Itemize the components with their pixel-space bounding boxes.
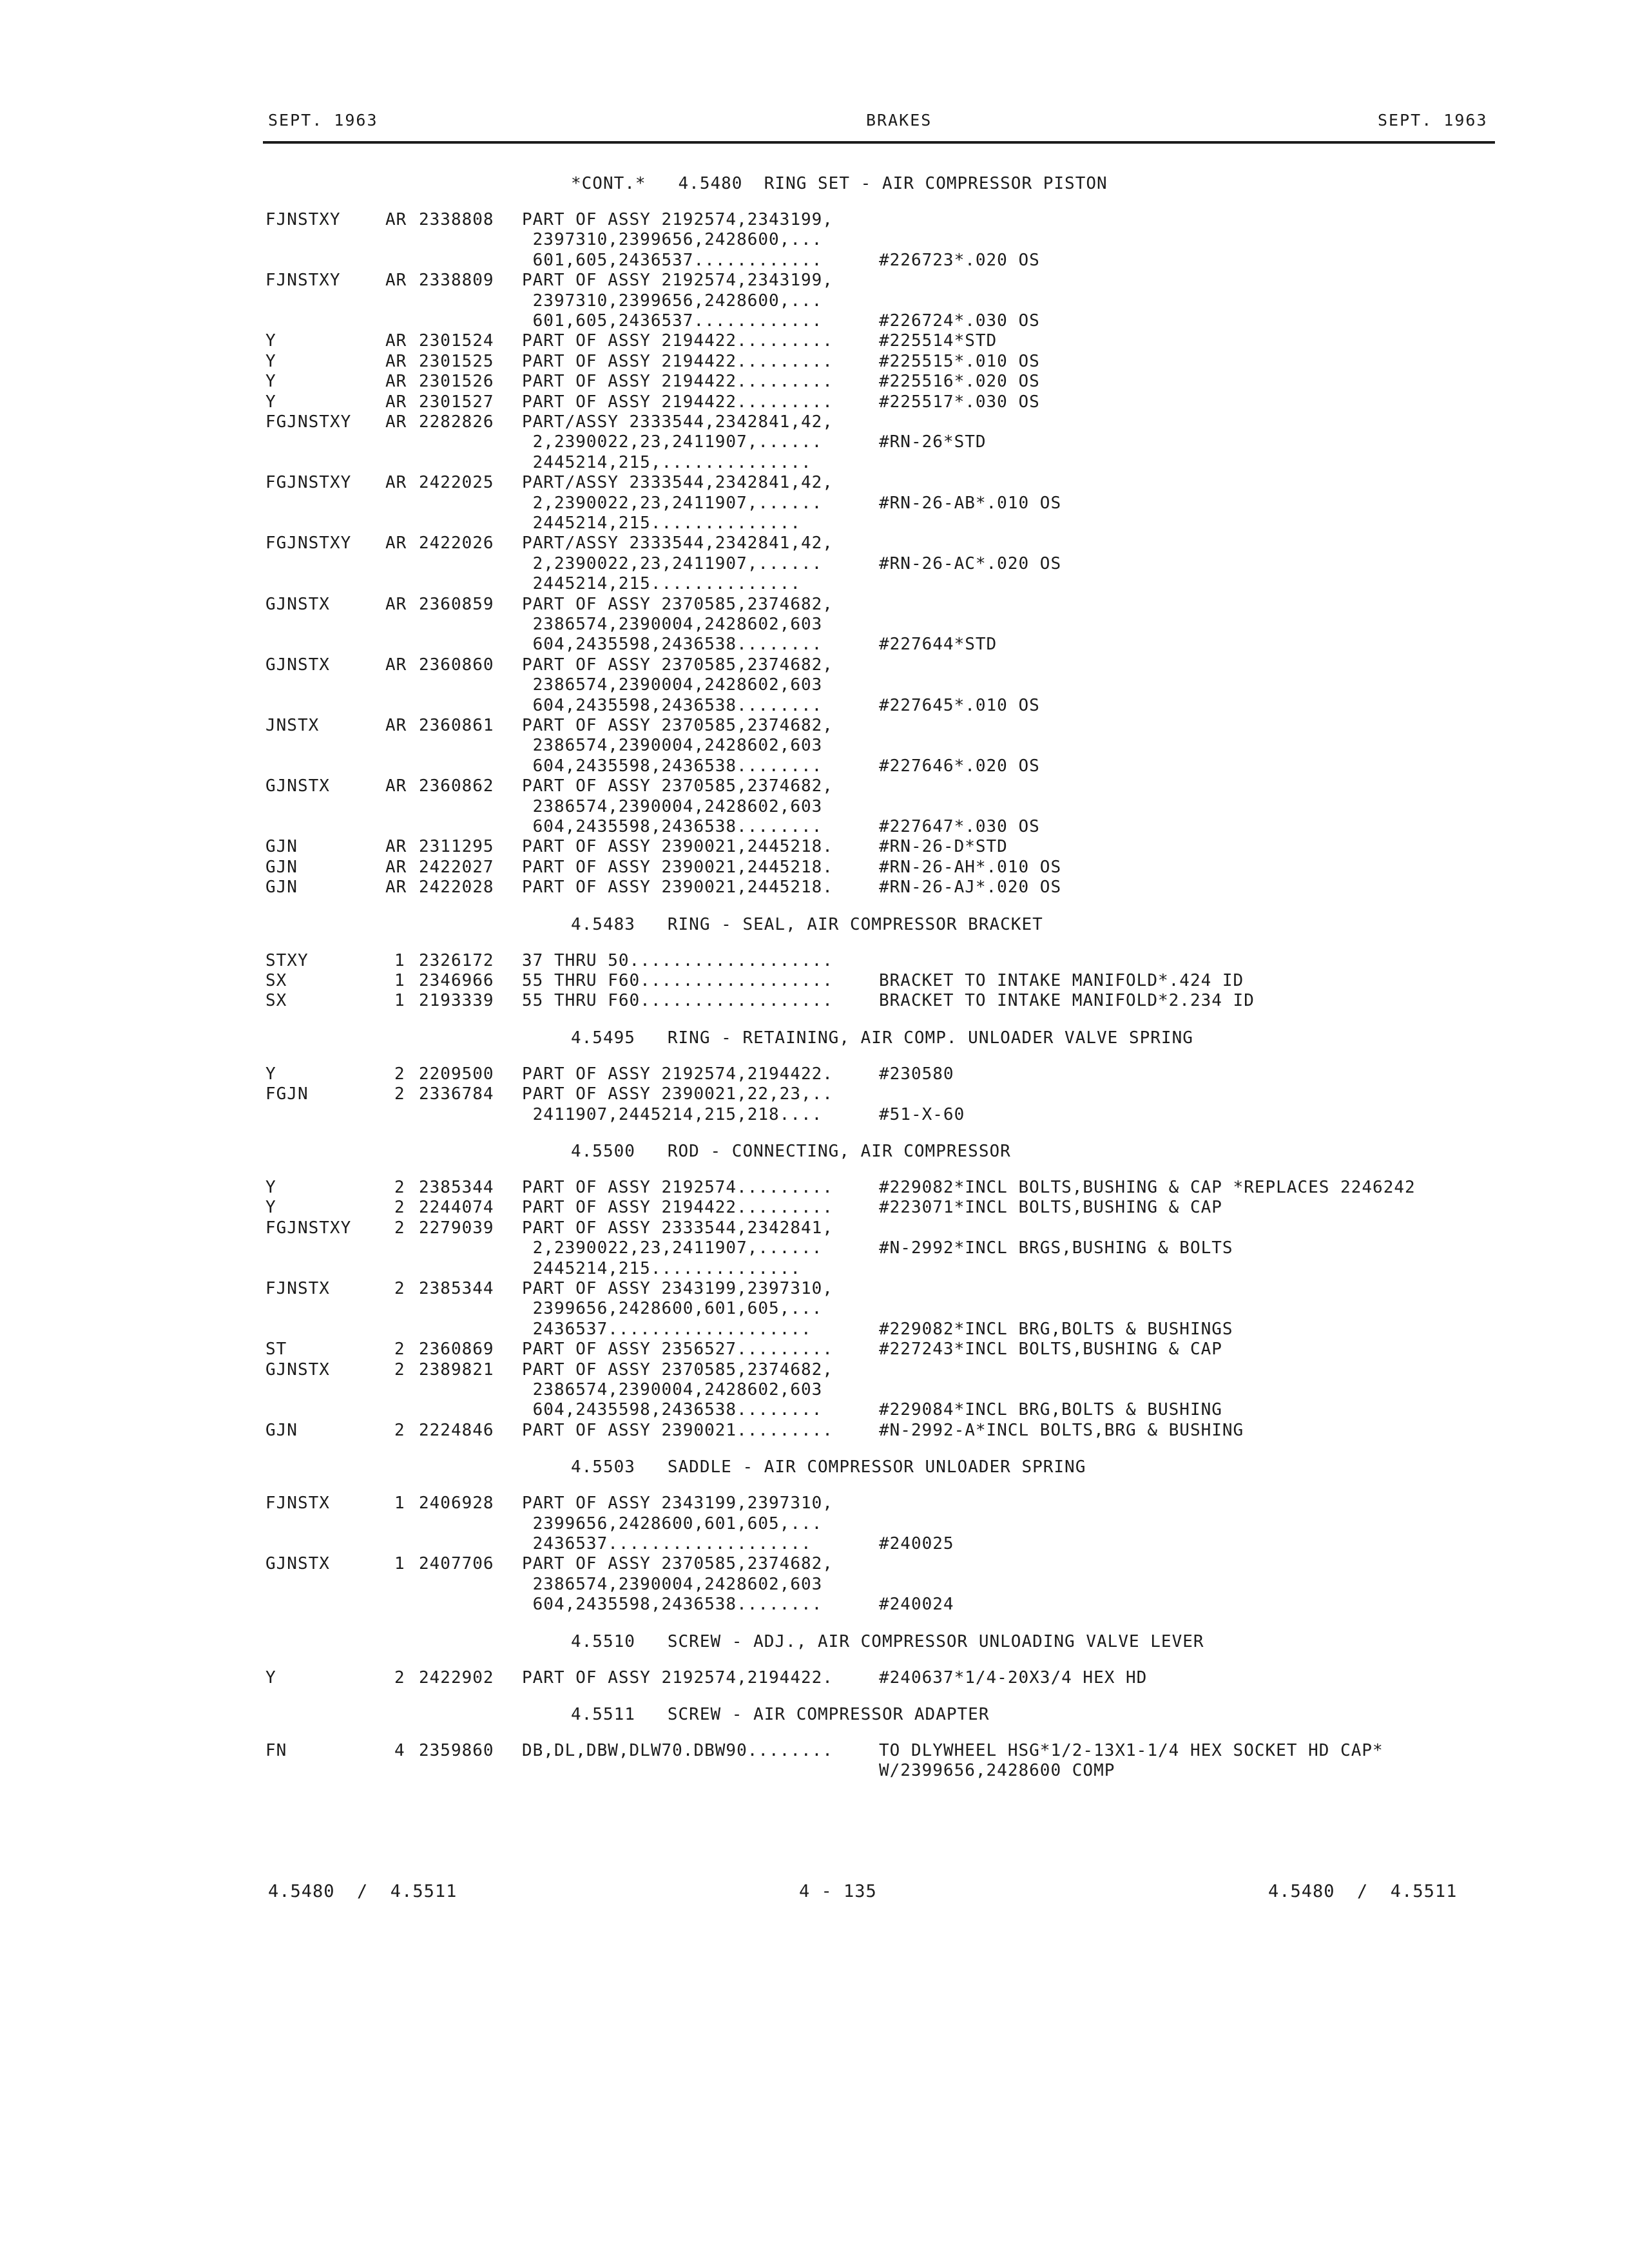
entry-models: FGJNSTXY [265,1218,352,1238]
entry-part-number: 2279039 [419,1218,494,1238]
entry-description: 601,605,2436537............ [522,250,823,270]
entry-description: 2386574,2390004,2428602,603 [522,1380,823,1399]
entry-description: PART OF ASSY 2370585,2374682, [522,776,833,796]
header-rule [263,141,1495,144]
entry-models: FGJNSTXY [265,533,352,553]
entry-part-number: 2406928 [419,1494,494,1514]
entry-quantity: 2 [394,1064,405,1084]
entry-quantity: 1 [394,1554,405,1574]
entry-quantity: AR [385,533,407,553]
entry-models: GJNSTX [265,1360,330,1379]
entry-description: 55 THRU F60.................. [522,991,833,1011]
entry-part-number: 2360861 [419,716,494,735]
entry-description: 604,2435598,2436538........ [522,695,823,715]
entry-description: PART OF ASSY 2343199,2397310, [522,1494,833,1514]
entry-quantity: AR [385,392,407,412]
entry-remark: #N-2992-A*INCL BOLTS,BRG & BUSHING [879,1420,1244,1440]
entry-description: 2,2390022,23,2411907,...... [522,432,823,452]
entry-part-number: 2422027 [419,857,494,877]
entry-quantity: AR [385,776,407,796]
entry-models: FGJNSTXY [265,412,352,432]
entry-description: 2,2390022,23,2411907,...... [522,493,823,513]
entry-quantity: AR [385,331,407,351]
entry-description: 2445214,215.............. [522,1258,801,1278]
entry-part-number: 2301526 [419,372,494,392]
entry-models: FJNSTXY [265,210,341,229]
entry-remark: #229082*INCL BOLTS,BUSHING & CAP *REPLACES 2246242 [879,1178,1416,1197]
footer-range-left: 4.5480 / 4.5511 [268,1881,458,1901]
entry-description: 2386574,2390004,2428602,603 [522,736,823,756]
entry-part-number: 2422026 [419,533,494,553]
entry-quantity: 1 [394,991,405,1011]
entry-description: 604,2435598,2436538........ [522,756,823,776]
section-heading: 4.5495 RING - RETAINING, AIR COMP. UNLOADER VALVE SPRING [571,1028,1193,1048]
entry-models: JNSTX [265,716,320,735]
entry-description: 2399656,2428600,601,605,... [522,1299,823,1319]
entry-remark: #223071*INCL BOLTS,BUSHING & CAP [879,1198,1222,1218]
entry-remark: #RN-26-D*STD [879,837,1008,857]
entry-models: Y [265,372,276,392]
entry-models: GJNSTX [265,776,330,796]
entry-remark: #240637*1/4-20X3/4 HEX HD [879,1667,1148,1687]
entry-description: PART OF ASSY 2390021......... [522,1420,833,1440]
entry-remark: #RN-26-AB*.010 OS [879,493,1062,513]
entry-description: PART OF ASSY 2370585,2374682, [522,1554,833,1574]
header-date-right: SEPT. 1963 [1378,111,1488,130]
entry-description: 2386574,2390004,2428602,603 [522,675,823,695]
footer-page-number: 4 - 135 [799,1881,877,1901]
header-title: BRAKES [866,111,932,130]
entry-part-number: 2224846 [419,1420,494,1440]
entry-quantity: 2 [394,1178,405,1197]
entry-remark: #227243*INCL BOLTS,BUSHING & CAP [879,1340,1222,1360]
entry-part-number: 2346966 [419,971,494,990]
entry-description: PART OF ASSY 2192574,2194422. [522,1064,833,1084]
entry-description: PART OF ASSY 2390021,2445218. [522,878,833,898]
section-heading: 4.5500 ROD - CONNECTING, AIR COMPRESSOR [571,1142,1011,1161]
section-heading: 4.5503 SADDLE - AIR COMPRESSOR UNLOADER SPRING [571,1457,1086,1477]
entry-quantity: AR [385,857,407,877]
entry-description: 37 THRU 50................... [522,950,833,970]
entry-part-number: 2301525 [419,351,494,371]
entry-description: 2445214,215.............. [522,574,801,594]
entry-quantity: 1 [394,1494,405,1514]
entry-description: 2386574,2390004,2428602,603 [522,1574,823,1594]
entry-quantity: AR [385,655,407,675]
entry-description: 2,2390022,23,2411907,...... [522,1238,823,1258]
entry-quantity: 4 [394,1741,405,1760]
entry-models: Y [265,1667,276,1687]
entry-description: 2397310,2399656,2428600,... [522,230,823,250]
entry-part-number: 2360869 [419,1340,494,1360]
header-date-left: SEPT. 1963 [268,111,378,130]
entry-part-number: 2360859 [419,594,494,614]
entry-part-number: 2407706 [419,1554,494,1574]
entry-part-number: 2209500 [419,1064,494,1084]
entry-part-number: 2360862 [419,776,494,796]
entry-description: PART OF ASSY 2390021,2445218. [522,857,833,877]
entry-quantity: 2 [394,1198,405,1218]
entry-description: PART/ASSY 2333544,2342841,42, [522,412,833,432]
entry-remark: #227645*.010 OS [879,695,1040,715]
entry-remark: #RN-26-AC*.020 OS [879,553,1062,573]
entry-remark: #240024 [879,1595,954,1615]
entry-description: 2397310,2399656,2428600,... [522,291,823,311]
entry-description: 2445214,215.............. [522,514,801,533]
entry-part-number: 2326172 [419,950,494,970]
entry-models: Y [265,351,276,371]
entry-models: GJN [265,837,298,857]
entry-description: PART OF ASSY 2194422......... [522,1198,833,1218]
entry-remark: #227646*.020 OS [879,756,1040,776]
entry-models: GJNSTX [265,655,330,675]
entry-remark: #RN-26-AJ*.020 OS [879,878,1062,898]
entry-description: PART OF ASSY 2390021,2445218. [522,837,833,857]
entry-remark: #227647*.030 OS [879,817,1040,836]
entry-remark: #RN-26-AH*.010 OS [879,857,1062,877]
entry-models: Y [265,392,276,412]
entry-part-number: 2311295 [419,837,494,857]
entry-description: 2436537................... [522,1534,812,1553]
entry-part-number: 2338808 [419,210,494,229]
entry-quantity: AR [385,878,407,898]
entry-remark: #229082*INCL BRG,BOLTS & BUSHINGS [879,1319,1233,1339]
entry-models: SX [265,971,287,990]
entry-description: 604,2435598,2436538........ [522,1595,823,1615]
entry-quantity: AR [385,271,407,291]
section-heading: *CONT.* 4.5480 RING SET - AIR COMPRESSOR PISTON [571,174,1108,193]
entry-remark: #225517*.030 OS [879,392,1040,412]
entry-remark: BRACKET TO INTAKE MANIFOLD*.424 ID [879,971,1244,990]
entry-models: FJNSTXY [265,271,341,291]
entry-quantity: AR [385,210,407,229]
entry-remark: #51-X-60 [879,1104,965,1124]
entry-quantity: 1 [394,950,405,970]
entry-part-number: 2282826 [419,412,494,432]
entry-description: PART OF ASSY 2194422......... [522,372,833,392]
entry-models: FJNSTX [265,1279,330,1298]
entry-models: GJNSTX [265,594,330,614]
entry-description: 2445214,215,.............. [522,452,812,472]
entry-description: 55 THRU F60.................. [522,971,833,990]
entry-description: PART OF ASSY 2192574......... [522,1178,833,1197]
entry-models: GJN [265,878,298,898]
entry-part-number: 2338809 [419,271,494,291]
entry-part-number: 2301527 [419,392,494,412]
entry-quantity: AR [385,716,407,735]
entry-quantity: AR [385,837,407,857]
entry-quantity: AR [385,594,407,614]
entry-models: Y [265,331,276,351]
entry-part-number: 2359860 [419,1741,494,1760]
entry-remark: #225516*.020 OS [879,372,1040,392]
entry-models: ST [265,1340,287,1360]
entry-part-number: 2301524 [419,331,494,351]
entry-part-number: 2360860 [419,655,494,675]
footer-range-right: 4.5480 / 4.5511 [1268,1881,1458,1901]
entry-description: PART OF ASSY 2194422......... [522,351,833,371]
entry-part-number: 2336784 [419,1084,494,1104]
entry-part-number: 2385344 [419,1178,494,1197]
entry-remark: #225514*STD [879,331,998,351]
entry-remark: #229084*INCL BRG,BOLTS & BUSHING [879,1400,1222,1420]
entry-remark: W/2399656,2428600 COMP [879,1761,1115,1781]
entry-models: GJN [265,1420,298,1440]
entry-models: GJNSTX [265,1554,330,1574]
entry-description: PART OF ASSY 2192574,2343199, [522,271,833,291]
entry-part-number: 2244074 [419,1198,494,1218]
entry-remark: #226723*.020 OS [879,250,1040,270]
entry-part-number: 2422902 [419,1667,494,1687]
entry-models: FN [265,1741,287,1760]
entry-description: 2411907,2445214,215,218.... [522,1104,823,1124]
entry-description: PART OF ASSY 2192574,2194422. [522,1667,833,1687]
entry-description: PART OF ASSY 2370585,2374682, [522,655,833,675]
entry-quantity: 2 [394,1667,405,1687]
entry-quantity: AR [385,473,407,493]
entry-description: PART OF ASSY 2343199,2397310, [522,1279,833,1298]
section-heading: 4.5511 SCREW - AIR COMPRESSOR ADAPTER [571,1705,990,1724]
entry-part-number: 2193339 [419,991,494,1011]
entry-quantity: AR [385,351,407,371]
entry-part-number: 2389821 [419,1360,494,1379]
entry-remark: #N-2992*INCL BRGS,BUSHING & BOLTS [879,1238,1233,1258]
entry-models: FJNSTX [265,1494,330,1514]
entry-part-number: 2422028 [419,878,494,898]
entry-models: FGJNSTXY [265,473,352,493]
entry-part-number: 2422025 [419,473,494,493]
entry-description: 2399656,2428600,601,605,... [522,1514,823,1533]
entry-models: GJN [265,857,298,877]
entry-remark: #240025 [879,1534,954,1553]
entry-description: 2,2390022,23,2411907,...... [522,553,823,573]
entry-description: PART OF ASSY 2390021,22,23,.. [522,1084,833,1104]
entry-description: 604,2435598,2436538........ [522,1400,823,1420]
entry-description: PART OF ASSY 2194422......... [522,392,833,412]
entry-quantity: 2 [394,1340,405,1360]
entry-description: 2386574,2390004,2428602,603 [522,796,823,816]
entry-description: PART OF ASSY 2194422......... [522,331,833,351]
entry-remark: BRACKET TO INTAKE MANIFOLD*2.234 ID [879,991,1255,1011]
entry-description: 2386574,2390004,2428602,603 [522,615,823,634]
entry-description: 604,2435598,2436538........ [522,635,823,655]
entry-description: PART OF ASSY 2370585,2374682, [522,1360,833,1379]
entry-part-number: 2385344 [419,1279,494,1298]
section-heading: 4.5510 SCREW - ADJ., AIR COMPRESSOR UNLOADING VALVE LEVER [571,1631,1204,1651]
entry-remark: TO DLYWHEEL HSG*1/2-13X1-1/4 HEX SOCKET HD CAP* [879,1741,1383,1760]
entry-quantity: 2 [394,1279,405,1298]
entry-quantity: AR [385,372,407,392]
entry-quantity: 1 [394,971,405,990]
entry-description: 604,2435598,2436538........ [522,817,823,836]
entry-description: PART OF ASSY 2370585,2374682, [522,716,833,735]
entry-models: FGJN [265,1084,309,1104]
entry-remark: #227644*STD [879,635,998,655]
entry-models: Y [265,1064,276,1084]
entry-remark: #226724*.030 OS [879,311,1040,331]
entry-quantity: 2 [394,1084,405,1104]
entry-models: SX [265,991,287,1011]
entry-description: PART/ASSY 2333544,2342841,42, [522,473,833,493]
entry-remark: #RN-26*STD [879,432,987,452]
entry-description: DB,DL,DBW,DLW70.DBW90........ [522,1741,833,1760]
entry-description: PART/ASSY 2333544,2342841,42, [522,533,833,553]
entry-description: PART OF ASSY 2356527......... [522,1340,833,1360]
entry-description: 2436537................... [522,1319,812,1339]
entry-description: PART OF ASSY 2192574,2343199, [522,210,833,229]
entry-remark: #225515*.010 OS [879,351,1040,371]
entry-description: PART OF ASSY 2370585,2374682, [522,594,833,614]
entry-quantity: 2 [394,1360,405,1379]
entry-quantity: 2 [394,1218,405,1238]
entry-quantity: 2 [394,1420,405,1440]
entry-models: STXY [265,950,309,970]
entry-description: 601,605,2436537............ [522,311,823,331]
entry-description: PART OF ASSY 2333544,2342841, [522,1218,833,1238]
entry-remark: #230580 [879,1064,954,1084]
entry-models: Y [265,1198,276,1218]
section-heading: 4.5483 RING - SEAL, AIR COMPRESSOR BRACKET [571,914,1043,934]
entry-quantity: AR [385,412,407,432]
entry-models: Y [265,1178,276,1197]
